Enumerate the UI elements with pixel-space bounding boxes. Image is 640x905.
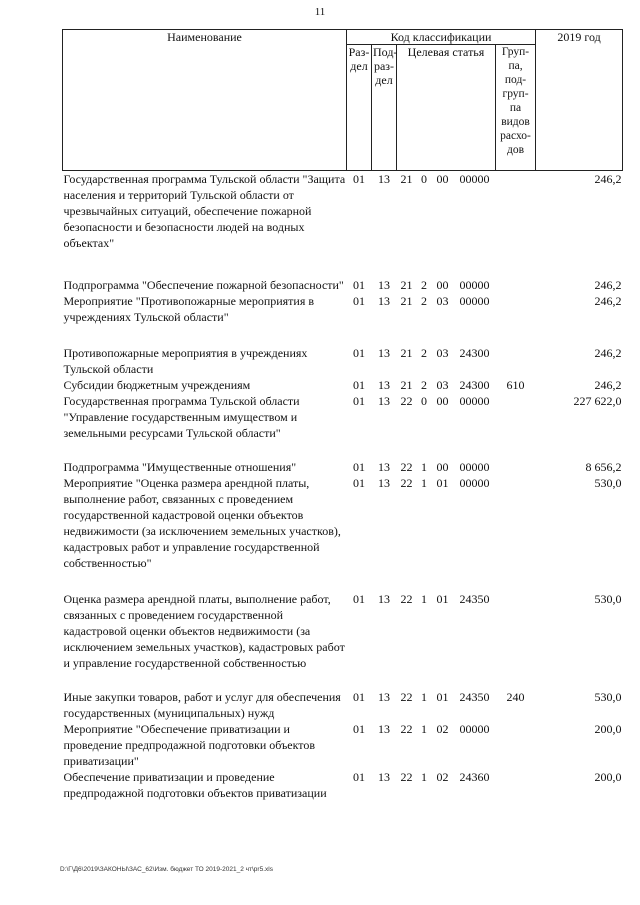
row-expense-group — [496, 721, 536, 769]
header-year: 2019 год — [536, 30, 623, 171]
header-class-code: Код классификации — [347, 30, 536, 45]
row-direction: 24300 — [459, 346, 490, 360]
row-razdel: 01 — [353, 278, 365, 292]
row-program: 21 — [400, 294, 413, 308]
row-subprogram: 0 — [421, 394, 427, 408]
row-subprogram: 1 — [421, 476, 427, 490]
row-podrazdel: 13 — [378, 346, 390, 360]
row-event: 01 — [436, 592, 449, 606]
row-razdel: 01 — [353, 690, 365, 704]
table-row — [63, 277, 623, 293]
row-amount: 200,0 — [594, 770, 622, 784]
row-podrazdel: 13 — [378, 690, 390, 704]
row-expense-group — [496, 769, 536, 801]
header-group: Груп- па, под- груп- па видов расхо- дов — [496, 45, 536, 171]
row-podrazdel: 13 — [378, 770, 390, 784]
row-subprogram: 1 — [421, 592, 427, 606]
row-event: 00 — [436, 394, 449, 408]
row-podrazdel: 13 — [378, 722, 390, 736]
table-row — [63, 377, 623, 393]
row-expense-group — [496, 591, 536, 689]
row-name: Государственная программа Тульской области "Защита населения и территорий Тульской области от чрезвычайных ситуаций, обеспечение пожарной безопасности и безопасности людей на водных объектах" — [63, 172, 346, 250]
table-row — [63, 345, 623, 377]
row-amount: 8 656,2 — [585, 460, 622, 474]
header-name: Наименование — [63, 30, 347, 171]
row-program: 22 — [400, 394, 413, 408]
row-name: Подпрограмма "Обеспечение пожарной безопасности" — [63, 278, 344, 292]
row-program: 22 — [400, 592, 413, 606]
row-event: 00 — [436, 278, 449, 292]
row-subprogram: 2 — [421, 378, 427, 392]
row-podrazdel: 13 — [378, 460, 390, 474]
table-row — [63, 171, 623, 278]
header-target: Целевая статья — [397, 45, 496, 171]
row-subprogram: 2 — [421, 278, 427, 292]
row-expense-group — [496, 393, 536, 459]
row-event: 03 — [436, 346, 449, 360]
row-amount: 530,0 — [594, 592, 622, 606]
row-expense-group — [496, 277, 536, 293]
row-direction: 00000 — [459, 460, 490, 474]
row-program: 21 — [400, 278, 413, 292]
row-expense-group — [496, 293, 536, 345]
row-program: 22 — [400, 460, 413, 474]
row-program: 22 — [400, 722, 413, 736]
row-razdel: 01 — [353, 394, 365, 408]
row-podrazdel: 13 — [378, 592, 390, 606]
row-subprogram: 2 — [421, 294, 427, 308]
header-podrazdel: Под- раз- дел — [372, 45, 397, 171]
table-row — [63, 689, 623, 721]
row-razdel: 01 — [353, 722, 365, 736]
row-name: Иные закупки товаров, работ и услуг для обеспечения государственных (муниципальных) нужд — [63, 690, 341, 720]
row-razdel: 01 — [353, 476, 365, 490]
row-direction: 24350 — [459, 690, 490, 704]
row-podrazdel: 13 — [378, 394, 390, 408]
row-expense-group: 240 — [506, 690, 525, 704]
row-program: 22 — [400, 476, 413, 490]
row-subprogram: 0 — [421, 172, 427, 186]
table-row — [63, 475, 623, 591]
row-direction: 00000 — [459, 294, 490, 308]
row-amount: 246,2 — [594, 378, 622, 392]
row-event: 01 — [436, 476, 449, 490]
row-name: Субсидии бюджетным учреждениям — [63, 378, 251, 392]
row-amount: 227 622,0 — [573, 394, 622, 408]
row-direction: 24300 — [459, 378, 490, 392]
row-event: 03 — [436, 378, 449, 392]
row-amount: 530,0 — [594, 476, 622, 490]
table-row — [63, 293, 623, 345]
header-razdel: Раз- дел — [347, 45, 372, 171]
row-podrazdel: 13 — [378, 378, 390, 392]
row-expense-group — [496, 475, 536, 591]
row-name: Подпрограмма "Имущественные отношения" — [63, 460, 297, 474]
row-direction: 00000 — [459, 394, 490, 408]
row-razdel: 01 — [353, 592, 365, 606]
row-event: 00 — [436, 460, 449, 474]
budget-table — [62, 29, 623, 801]
row-amount: 246,2 — [594, 278, 622, 292]
row-program: 21 — [400, 172, 413, 186]
row-program: 22 — [400, 690, 413, 704]
row-name: Мероприятие "Противопожарные мероприятия в учреждениях Тульской области" — [63, 294, 315, 324]
row-program: 22 — [400, 770, 413, 784]
row-expense-group — [496, 459, 536, 475]
row-name: Противопожарные мероприятия в учреждениях Тульской области — [63, 346, 308, 376]
row-razdel: 01 — [353, 346, 365, 360]
row-direction: 00000 — [459, 722, 490, 736]
row-podrazdel: 13 — [378, 476, 390, 490]
row-podrazdel: 13 — [378, 172, 390, 186]
row-expense-group: 610 — [506, 378, 525, 392]
row-program: 21 — [400, 378, 413, 392]
row-razdel: 01 — [353, 770, 365, 784]
row-direction: 00000 — [459, 476, 490, 490]
row-name: Мероприятие "Оценка размера арендной платы, выполнение работ, связанных с проведением государственной кадастровой оценки объектов недвижимости (за исключением земельных участков), кадастровых работ и управление государственной собственностью" — [63, 476, 341, 570]
row-podrazdel: 13 — [378, 294, 390, 308]
row-name: Мероприятие "Обеспечение приватизации и проведение предпродажной подготовки объектов приватизации" — [63, 722, 316, 768]
row-event: 02 — [436, 770, 449, 784]
row-amount: 246,2 — [594, 172, 622, 186]
file-path-footer: D:\Г\Д6\2019\ЗАКОНЫ\ЗАС_62\Изм. бюджет ТО 2019-2021_2 чт\pr5.xls — [60, 866, 273, 873]
row-direction: 00000 — [459, 172, 490, 186]
row-razdel: 01 — [353, 378, 365, 392]
row-subprogram: 1 — [421, 770, 427, 784]
row-event: 02 — [436, 722, 449, 736]
row-direction: 24350 — [459, 592, 490, 606]
table-row — [63, 769, 623, 801]
row-razdel: 01 — [353, 172, 365, 186]
row-razdel: 01 — [353, 294, 365, 308]
row-name: Оценка размера арендной платы, выполнение работ, связанных с проведением государственной кадастровой оценки объектов недвижимости (за исключением земельных участков), кадастровых работ и управление государственной собственностью — [63, 592, 345, 670]
row-amount: 530,0 — [594, 690, 622, 704]
table-row — [63, 721, 623, 769]
row-expense-group — [496, 345, 536, 377]
row-amount: 246,2 — [594, 346, 622, 360]
row-amount: 246,2 — [594, 294, 622, 308]
row-event: 01 — [436, 690, 449, 704]
row-subprogram: 1 — [421, 690, 427, 704]
table-row — [63, 459, 623, 475]
table-row — [63, 591, 623, 689]
row-direction: 00000 — [459, 278, 490, 292]
row-razdel: 01 — [353, 460, 365, 474]
row-event: 03 — [436, 294, 449, 308]
row-subprogram: 1 — [421, 722, 427, 736]
row-event: 00 — [436, 172, 449, 186]
page-number: 11 — [314, 6, 326, 18]
row-expense-group — [496, 171, 536, 278]
row-name: Обеспечение приватизации и проведение предпродажной подготовки объектов приватизации — [63, 770, 327, 800]
row-amount: 200,0 — [594, 722, 622, 736]
row-subprogram: 2 — [421, 346, 427, 360]
row-podrazdel: 13 — [378, 278, 390, 292]
table-row — [63, 393, 623, 459]
row-name: Государственная программа Тульской области "Управление государственным имуществом и земельными ресурсами Тульской области" — [63, 394, 300, 440]
row-program: 21 — [400, 346, 413, 360]
row-direction: 24360 — [459, 770, 490, 784]
row-subprogram: 1 — [421, 460, 427, 474]
